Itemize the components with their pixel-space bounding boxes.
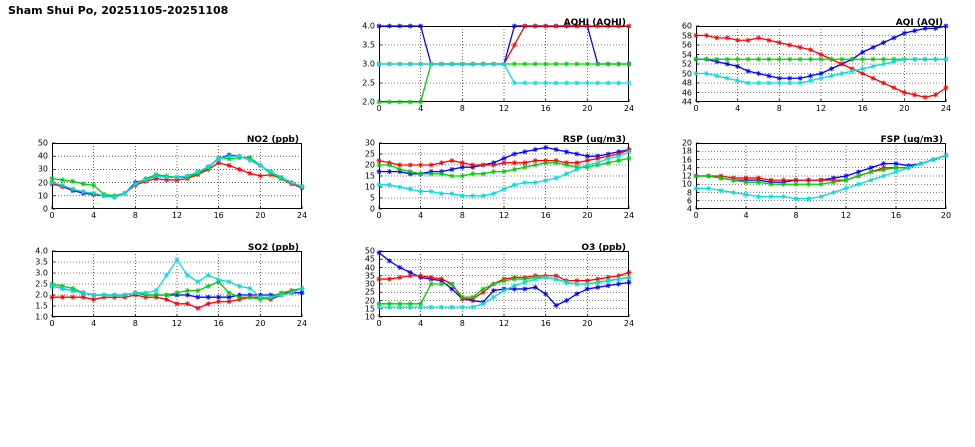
y-tick-label: 5 (369, 193, 375, 203)
chart-panel-no2 (18, 135, 308, 225)
x-tick-label: 8 (132, 211, 138, 220)
x-tick-label: 20 (582, 211, 593, 220)
y-tick-label: 25 (364, 287, 375, 297)
y-tick-label: 20 (681, 138, 692, 148)
y-tick-label: 15 (364, 304, 375, 314)
x-tick-label: 12 (498, 319, 510, 328)
x-tick-label: 16 (890, 211, 902, 220)
x-tick-label: 20 (255, 319, 266, 328)
x-tick-label: 8 (459, 104, 465, 113)
y-tick-label: 16 (681, 155, 692, 164)
y-tick-label: 58 (681, 31, 692, 40)
chart-svg-aqhi (345, 18, 635, 118)
x-tick-label: 24 (623, 104, 635, 113)
chart-svg-aqi (662, 18, 952, 118)
y-tick-label: 2.5 (35, 279, 48, 289)
y-tick-label: 1.5 (35, 301, 48, 311)
y-tick-label: 48 (681, 78, 692, 88)
page-title: Sham Shui Po, 20251105-20251108 (8, 4, 229, 17)
y-tick-label: 6 (686, 196, 692, 206)
y-tick-label: 44 (681, 97, 692, 107)
x-tick-label: 4 (91, 319, 97, 328)
y-tick-label: 4 (686, 204, 692, 214)
y-tick-label: 8 (686, 188, 692, 197)
y-tick-label: 60 (681, 21, 692, 31)
x-tick-label: 16 (213, 211, 224, 220)
y-tick-label: 50 (37, 138, 48, 148)
y-tick-label: 50 (681, 69, 692, 78)
y-tick-label: 35 (364, 271, 375, 281)
y-tick-label: 12 (681, 171, 692, 181)
x-tick-label: 4 (418, 319, 424, 328)
x-tick-label: 12 (840, 211, 852, 220)
y-tick-label: 10 (37, 191, 48, 201)
chart-title-rsp: RSP (ug/m3) (562, 135, 626, 145)
y-tick-label: 3.5 (362, 40, 375, 50)
chart-title-no2: NO2 (ppb) (246, 135, 299, 145)
y-tick-label: 4.0 (35, 246, 48, 256)
chart-panel-o3 (345, 243, 635, 333)
y-tick-label: 52 (681, 59, 692, 69)
chart-title-o3: O3 (ppb) (581, 243, 626, 253)
x-tick-label: 4 (418, 104, 424, 113)
x-tick-label: 12 (815, 104, 827, 113)
x-tick-label: 24 (623, 319, 635, 328)
y-tick-label: 1.0 (35, 312, 48, 322)
y-tick-label: 15 (364, 171, 375, 181)
x-tick-label: 8 (793, 211, 799, 220)
x-tick-label: 20 (255, 211, 266, 220)
x-tick-label: 16 (213, 319, 224, 328)
y-tick-label: 4.0 (362, 21, 375, 31)
y-tick-label: 30 (364, 138, 375, 148)
x-tick-label: 12 (171, 211, 183, 220)
y-tick-label: 40 (364, 263, 375, 272)
x-tick-label: 16 (857, 104, 868, 113)
chart-panel-aqhi (345, 18, 635, 118)
y-tick-label: 40 (37, 151, 48, 161)
y-tick-label: 10 (364, 182, 375, 192)
y-tick-label: 14 (681, 163, 692, 173)
x-tick-label: 8 (776, 104, 782, 113)
x-tick-label: 20 (899, 104, 910, 113)
chart-title-so2: SO2 (ppb) (247, 243, 299, 253)
x-tick-label: 12 (498, 104, 510, 113)
y-tick-label: 10 (681, 179, 692, 189)
y-tick-label: 45 (364, 254, 375, 264)
chart-panel-fsp (662, 135, 952, 225)
chart-svg-fsp (662, 135, 952, 225)
x-tick-label: 0 (49, 211, 55, 220)
y-tick-label: 0 (42, 204, 48, 214)
y-tick-label: 0 (369, 204, 375, 214)
x-tick-label: 20 (940, 211, 952, 220)
x-tick-label: 20 (582, 319, 593, 328)
x-tick-label: 8 (132, 319, 138, 328)
x-tick-label: 12 (498, 211, 510, 220)
x-tick-label: 4 (743, 211, 749, 220)
y-tick-label: 10 (364, 312, 375, 322)
chart-title-aqhi: AQHI (AQHI) (563, 18, 626, 28)
x-tick-label: 8 (459, 319, 465, 328)
x-tick-label: 24 (623, 211, 635, 220)
series-line-o3-1 (379, 272, 629, 298)
y-tick-label: 54 (681, 50, 692, 59)
x-tick-label: 24 (940, 104, 952, 113)
y-tick-label: 30 (364, 279, 375, 289)
chart-panel-aqi (662, 18, 952, 118)
x-tick-label: 4 (91, 211, 97, 220)
y-tick-label: 20 (364, 296, 375, 305)
x-tick-label: 0 (693, 211, 699, 220)
x-tick-label: 12 (171, 319, 183, 328)
chart-panel-so2 (18, 243, 308, 333)
x-tick-label: 0 (376, 319, 382, 328)
x-tick-label: 0 (693, 104, 699, 113)
x-tick-label: 24 (296, 319, 308, 328)
y-tick-label: 2.0 (35, 290, 48, 300)
x-tick-label: 16 (540, 211, 551, 220)
x-tick-label: 0 (49, 319, 55, 328)
chart-panel-rsp (345, 135, 635, 225)
y-tick-label: 18 (681, 146, 692, 156)
x-tick-label: 16 (540, 104, 551, 113)
x-tick-label: 0 (376, 104, 382, 113)
x-tick-label: 8 (459, 211, 465, 220)
y-tick-label: 30 (37, 164, 48, 174)
y-tick-label: 3.0 (362, 59, 375, 69)
x-tick-label: 0 (376, 211, 382, 220)
y-tick-label: 56 (681, 40, 692, 50)
chart-title-aqi: AQI (AQI) (895, 18, 943, 28)
x-tick-label: 20 (582, 104, 593, 113)
y-tick-label: 2.5 (362, 78, 375, 88)
y-tick-label: 20 (364, 160, 375, 170)
y-tick-label: 3.0 (35, 268, 48, 278)
x-tick-label: 24 (296, 211, 308, 220)
y-tick-label: 46 (681, 88, 692, 97)
y-tick-label: 20 (37, 178, 48, 188)
chart-title-fsp: FSP (ug/m3) (880, 135, 943, 145)
y-tick-label: 25 (364, 149, 375, 159)
y-tick-label: 3.5 (35, 257, 48, 267)
x-tick-label: 4 (735, 104, 741, 113)
x-tick-label: 16 (540, 319, 551, 328)
x-tick-label: 4 (418, 211, 424, 220)
y-tick-label: 50 (364, 246, 375, 256)
y-tick-label: 2.0 (362, 97, 375, 107)
